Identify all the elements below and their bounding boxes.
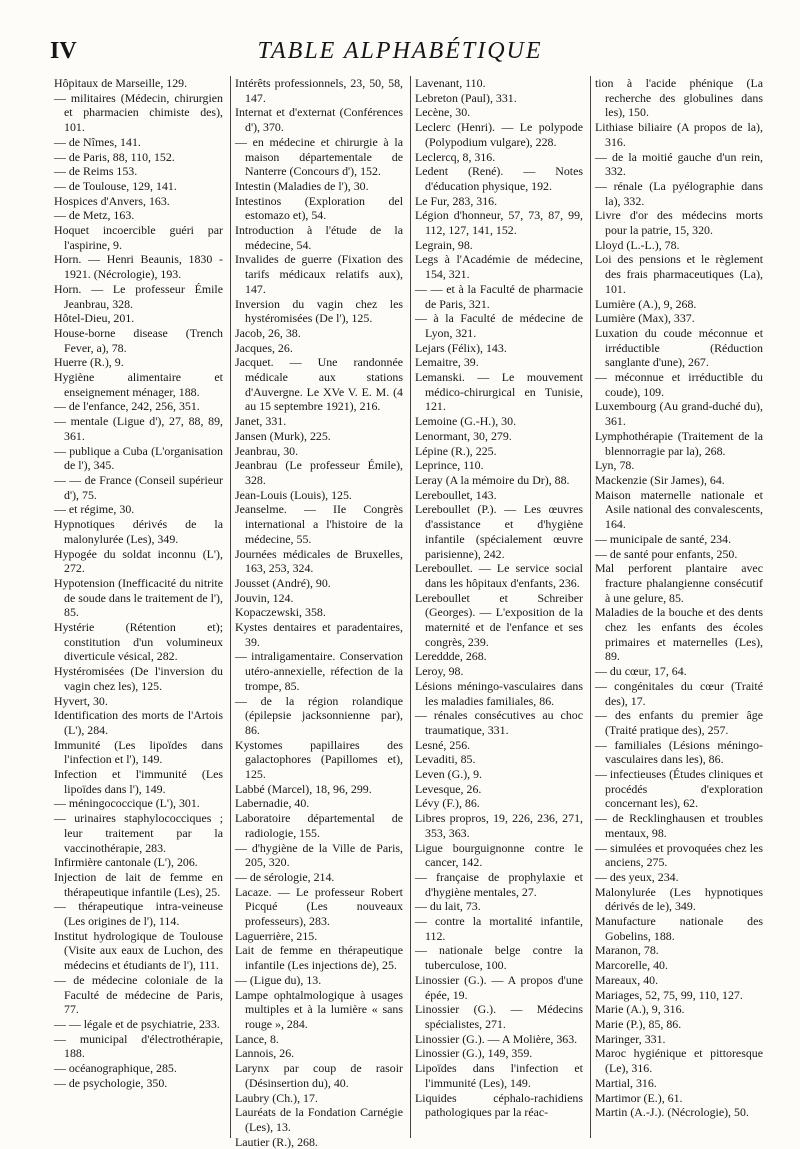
index-entry: — thérapeutique intra-veineuse (Les origines de l'), 114. (54, 899, 223, 929)
index-entry: Lyn, 78. (595, 458, 635, 473)
index-entry: Hygiène alimentaire et enseignement ménager, 188. (54, 370, 223, 399)
index-entry: Laboratoire départemental de radiologie, 155. (235, 811, 403, 840)
page-number: IV (50, 38, 77, 64)
index-entry: — méconnue et irréductible du coude), 109. (595, 370, 763, 399)
index-entry: Lereboullet et Schreiber (Georges). — L'exposition de la maternité et de l'enfance et ses congrès, 239. (415, 590, 583, 649)
index-entry: Jeanbrau, 30. (235, 443, 299, 458)
index-entry: Identification des morts de l'Artois (L'), 284. (54, 708, 223, 737)
index-entry: — nationale belge contre la tuberculose, 100. (415, 943, 583, 973)
index-entry: — militaires (Médecin, chirurgien et pharmacien chimiste des), 101. (54, 90, 223, 135)
index-entry: Lépine (R.), 225. (415, 443, 497, 458)
index-entry: Libres propros, 19, 226, 236, 271, 353, 363. (415, 811, 583, 840)
index-entry: — congénitales du cœur (Traité des), 17. (595, 678, 763, 708)
index-entry: Journées médicales de Bruxelles, 163, 253, 324. (235, 546, 403, 576)
index-entry: — et régime, 30. (54, 502, 135, 517)
index-entry: Manufacture nationale des Gobelins, 188. (595, 914, 763, 943)
index-entry: Horn. — Le professeur Émile Jeanbrau, 328. (54, 281, 223, 311)
index-entry: Mariages, 52, 75, 99, 110, 127. (595, 987, 743, 1002)
index-entry: Hystérie (Rétention et); constitution d'un volumineux diverticule vésical, 282. (54, 620, 223, 664)
index-entry: — de sérologie, 214. (235, 869, 335, 884)
index-entry: Hôpitaux de Marseille, 129. (54, 76, 188, 90)
index-entry: Marie (A.), 9, 316. (595, 1002, 685, 1017)
index-entry: Lésions méningo-vasculaires dans les maladies familiales, 86. (415, 678, 583, 708)
index-entry: Labernadie, 40. (235, 796, 310, 811)
index-entry: Maladies de la bouche et des dents chez les enfants des écoles primaires et maternelles (Les), 89. (595, 605, 763, 664)
index-entry: Hyvert, 30. (54, 693, 108, 708)
index-entry: — de Nîmes, 141. (54, 134, 141, 149)
index-entry: Lacaze. — Le professeur Robert Picqué (Les nouveaux professeurs), 283. (235, 884, 403, 929)
index-entry: — familiales (Lésions méningo-vasculaires dans les), 86. (595, 737, 763, 767)
index-entry: Hypogée du soldat inconnu (L'), 272. (54, 546, 223, 576)
index-entry: Lumière (Max), 337. (595, 311, 695, 326)
index-entry: — (Ligue du), 13. (235, 972, 322, 987)
index-entry: Loi des pensions et le règlement des frais pharmaceutiques (La), 101. (595, 252, 763, 296)
index-entry: Jacquet. — Une randonnée médicale aux stations d'Auvergne. Le XVe V. E. M. (4 au 15 septembre 1921), 216. (235, 355, 403, 414)
index-entry: Malonylurée (Les hypnotiques dérivés de le), 349. (595, 884, 763, 914)
index-entry: Lejars (Félix), 143. (415, 340, 507, 355)
index-entry: — municipal d'électrothérapie, 188. (54, 1031, 223, 1061)
index-entry: Légion d'honneur, 57, 73, 87, 99, 112, 127, 141, 152. (415, 208, 583, 238)
index-entry: — de Reims 153. (54, 164, 138, 179)
index-entry: Hoquet incoercible guéri par l'aspirine, 9. (54, 223, 223, 252)
index-entry: Leroy, 98. (415, 664, 464, 679)
index-entry: — urinaires staphylococciques ; leur traitement par la vaccinothérapie, 283. (54, 811, 223, 855)
index-entry: — publique a Cuba (L'organisation de l'), 345. (54, 443, 223, 473)
index-entry: Jacques, 26. (235, 340, 293, 355)
index-entry: Legs à l'Académie de médecine, 154, 321. (415, 252, 583, 282)
index-entry: Laguerrière, 215. (235, 928, 318, 943)
index-entry: Lereddde, 268. (415, 649, 487, 664)
index-entry: — de la moitié gauche d'un rein, 332. (595, 149, 763, 179)
index-entry: — de Recklinghausen et troubles mentaux, 98. (595, 811, 763, 840)
index-entry: Jeanselme. — IIe Congrès international a l'histoire de la médecine, 55. (235, 502, 403, 546)
index-entry: — mentale (Ligue d'), 27, 88, 89, 361. (54, 414, 223, 443)
index-entry: — à la Faculté de médecine de Lyon, 321. (415, 311, 583, 340)
index-entry: Leprince, 110. (415, 458, 484, 473)
index-entry: Leray (A la mémoire du Dr), 88. (415, 472, 570, 487)
index-entry: Marcorelle, 40. (595, 958, 668, 973)
index-entry: Hôtel-Dieu, 201. (54, 311, 135, 326)
index-entry: — de Toulouse, 129, 141. (54, 178, 177, 193)
index-entry: Leclercq, 8, 316. (415, 149, 496, 164)
index-entry: Lampe ophtalmologique à usages multiples et à la lumière « sans rouge », 284. (235, 987, 403, 1031)
index-entry: Infection et l'immunité (Les lipoïdes dans l'), 149. (54, 767, 223, 796)
index-entry: Lait de femme en thérapeutique infantile (Les injections de), 25. (235, 943, 403, 973)
index-entry: Infirmière cantonale (L'), 206. (54, 855, 198, 870)
index-entry: Linossier (G.), 149, 359. (415, 1046, 533, 1061)
index-entry: Mal perforent plantaire avec fracture phalangienne consécutif à une gelure, 85. (595, 561, 763, 605)
index-entry: — du lait, 73. (415, 899, 481, 914)
index-entry: — — de France (Conseil supérieur d'), 75. (54, 472, 223, 502)
index-entry: Levesque, 26. (415, 781, 482, 796)
index-entry: Lloyd (L.-L.), 78. (595, 237, 680, 252)
index-entry: Lannois, 26. (235, 1046, 295, 1061)
index-entry: — — et à la Faculté de pharmacie de Paris, 321. (415, 281, 583, 311)
index-entry: Mackenzie (Sir James), 64. (595, 472, 725, 487)
index-entry: Jean-Louis (Louis), 125. (235, 487, 352, 502)
index-entry: Inversion du vagin chez les hystéromisées (De l'), 125. (235, 296, 403, 326)
index-column-1 (50, 76, 230, 1138)
index-entry: Lithiase biliaire (A propos de la), 316. (595, 120, 763, 149)
index-entry: — de Paris, 88, 110, 152. (54, 149, 175, 164)
index-entry: — du cœur, 17, 64. (595, 664, 687, 679)
index-entry: Jouvin, 124. (235, 590, 294, 605)
index-entry: — de l'enfance, 242, 256, 351. (54, 399, 200, 414)
index-entry: Immunité (Les lipoïdes dans l'infection et l'), 149. (54, 737, 223, 767)
index-entry: — de psychologie, 350. (54, 1075, 168, 1090)
page-title: TABLE ALPHABÉTIQUE (257, 38, 543, 64)
index-entry: — rénale (La pyélographie dans la), 332. (595, 178, 763, 208)
index-entry: — océanographique, 285. (54, 1061, 177, 1076)
index-entry: Internat et d'externat (Conférences d'), 370. (235, 105, 403, 135)
index-entry: Huerre (R.), 9. (54, 355, 124, 370)
index-entry: Mareaux, 40. (595, 972, 659, 987)
index-entry: Janet, 331. (235, 414, 287, 429)
index-entry: Lebreton (Paul), 331. (415, 90, 517, 105)
index-entry: — intraligamentaire. Conservation utéro-annexielle, réfection de la trompe, 85. (235, 649, 403, 693)
index-entry: Jansen (Murk), 225. (235, 428, 331, 443)
index-entry: Marie (P.), 85, 86. (595, 1017, 682, 1031)
index-entry: Lenormant, 30, 279. (415, 428, 512, 443)
index-entry: Lévy (F.), 86. (415, 796, 480, 811)
index-entry: Martimor (E.), 61. (595, 1090, 683, 1105)
index-entry: Luxation du coude méconnue et irréductible (Réduction sanglante d'une), 267. (595, 325, 763, 370)
index-entry: Kystomes papillaires des galactophores (Papillomes et), 125. (235, 737, 403, 782)
index-entry: Linossier (G.). — Médecins spécialistes, 271. (415, 1002, 583, 1031)
index-entry: Levaditi, 85. (415, 752, 476, 767)
index-column-3 (410, 76, 590, 1138)
index-entry: — — légale et de psychiatrie, 233. (54, 1017, 220, 1031)
index-columns (50, 76, 770, 1149)
index-entry: Luxembourg (Au grand-duché du), 361. (595, 399, 763, 429)
index-entry: Maringer, 331. (595, 1031, 666, 1046)
index-entry: Maroc hygiénique et pittoresque (Le), 316. (595, 1046, 763, 1076)
index-entry: — d'hygiène de la Ville de Paris, 205, 320. (235, 840, 403, 870)
index-entry: Lance, 8. (235, 1031, 279, 1046)
index-entry: tion à l'acide phénique (La recherche des globulines dans les), 150. (595, 76, 763, 120)
index-entry: Invalides de guerre (Fixation des tarifs médicaux relatifs aux), 147. (235, 252, 403, 296)
index-entry: Martial, 316. (595, 1075, 657, 1090)
index-entry: Jeanbrau (Le professeur Émile), 328. (235, 458, 403, 487)
index-entry: House-borne disease (Trench Fever, a), 78. (54, 325, 223, 355)
index-entry: — infectieuses (Études cliniques et procédés d'exploration concernant les), 62. (595, 767, 763, 811)
index-column-2 (230, 76, 410, 1149)
index-entry: Legrain, 98. (415, 237, 473, 252)
index-entry: Larynx par coup de rasoir (Désinsertion du), 40. (235, 1061, 403, 1090)
index-entry: Leven (G.), 9. (415, 767, 483, 782)
index-entry: — simulées et provoquées chez les anciens, 275. (595, 840, 763, 870)
page-header (50, 38, 750, 78)
index-entry: Lemaitre, 39. (415, 355, 479, 370)
index-entry: Jousset (André), 90. (235, 575, 331, 590)
index-entry: Lereboullet, 143. (415, 487, 497, 502)
index-column-4 (590, 76, 770, 1138)
index-entry: Lecène, 30. (415, 105, 471, 120)
index-entry: — des enfants du premier âge (Traité pratique des), 257. (595, 708, 763, 737)
index-entry: Lautier (R.), 268. (235, 1134, 318, 1149)
index-entry: Kopaczewski, 358. (235, 605, 326, 620)
index-entry: Hypotension (Inefficacité du nitrite de soude dans le traitement de l'), 85. (54, 575, 223, 620)
index-entry: Linossier (G.). — A propos d'une épée, 19. (415, 972, 583, 1002)
index-entry: — française de prophylaxie et d'hygiène mentales, 27. (415, 869, 583, 899)
index-entry: — en médecine et chirurgie à la maison départementale de Nanterre (Concours d'), 152. (235, 134, 403, 179)
index-entry: — rénales consécutives au choc traumatique, 331. (415, 708, 583, 737)
index-entry: Hystéromisées (De l'inversion du vagin chez les), 125. (54, 664, 223, 693)
index-entry: Jacob, 26, 38. (235, 325, 301, 340)
index-entry: Lereboullet (P.). — Les œuvres d'assistance et d'hygiène infantile (spécialement œuvre parisienne), 242. (415, 502, 583, 561)
index-entry: Livre d'or des médecins morts pour la patrie, 15, 320. (595, 208, 763, 238)
index-entry: — méningococcique (L'), 301. (54, 796, 200, 811)
index-entry: — de la région rolandique (épilepsie jacksonnienne par), 86. (235, 693, 403, 737)
index-entry: — de médecine coloniale de la Faculté de médecine de Paris, 77. (54, 972, 223, 1017)
index-entry: Intestin (Maladies de l'), 30. (235, 178, 369, 193)
index-entry: Martin (A.-J.). (Nécrologie), 50. (595, 1105, 749, 1120)
index-entry: Labbé (Marcel), 18, 96, 299. (235, 781, 372, 796)
index-entry: — municipale de santé, 234. (595, 531, 732, 546)
index-entry: Intérêts professionnels, 23, 50, 58, 147. (235, 76, 403, 105)
index-entry: Intestinos (Exploration del estomazo et), 54. (235, 193, 403, 223)
index-entry: Institut hydrologique de Toulouse (Visite aux eaux de Luchon, des médecins et étudiants de l'), 111. (54, 928, 223, 973)
index-entry: Maison maternelle nationale et Asile national des convalescents, 164. (595, 487, 763, 532)
index-entry: Le Fur, 283, 316. (415, 193, 498, 208)
index-entry: Lereboullet. — Le service social dans les hôpitaux d'enfants, 236. (415, 561, 583, 590)
index-entry: Lemoine (G.-H.), 30. (415, 414, 517, 429)
index-entry: Kystes dentaires et paradentaires, 39. (235, 620, 403, 649)
index-entry: Linossier (G.). — A Molière, 363. (415, 1031, 578, 1046)
index-entry: Lipoïdes dans l'infection et l'immunité (Les), 149. (415, 1061, 583, 1090)
index-entry: Lavenant, 110. (415, 76, 486, 90)
index-entry: — des yeux, 234. (595, 869, 679, 884)
index-entry: — contre la mortalité infantile, 112. (415, 914, 583, 943)
index-entry: Horn. — Henri Beaunis, 1830 - 1921. (Nécrologie), 193. (54, 252, 223, 282)
index-entry: Maranon, 78. (595, 943, 659, 958)
index-entry: Hospices d'Anvers, 163. (54, 193, 170, 208)
index-entry: Laubry (Ch.), 17. (235, 1090, 318, 1105)
index-entry: Lemanski. — Le mouvement médico-chirurgical en Tunisie, 121. (415, 370, 583, 414)
index-entry: Lauréats de la Fondation Carnégie (Les), 13. (235, 1105, 403, 1134)
index-entry: Lesné, 256. (415, 737, 471, 752)
index-entry: Ligue bourguignonne contre le cancer, 142. (415, 840, 583, 870)
index-entry: Liquides céphalo-rachidiens pathologiques par la réac- (415, 1090, 583, 1120)
index-entry: Lumière (A.), 9, 268. (595, 296, 697, 311)
index-entry: Leclerc (Henri). — Le polypode (Polypodium vulgare), 228. (415, 120, 583, 149)
index-entry: Injection de lait de femme en thérapeutique infantile (Les), 25. (54, 869, 223, 899)
index-entry: Introduction à l'étude de la médecine, 54. (235, 223, 403, 252)
index-entry: — de Metz, 163. (54, 208, 135, 223)
index-entry: Hypnotiques dérivés de la malonylurée (Les), 349. (54, 517, 223, 546)
index-entry: Ledent (René). — Notes d'éducation physique, 192. (415, 164, 583, 193)
index-entry: Lymphothérapie (Traitement de la blennorragie par la), 268. (595, 428, 763, 458)
index-entry: — de santé pour enfants, 250. (595, 546, 738, 561)
